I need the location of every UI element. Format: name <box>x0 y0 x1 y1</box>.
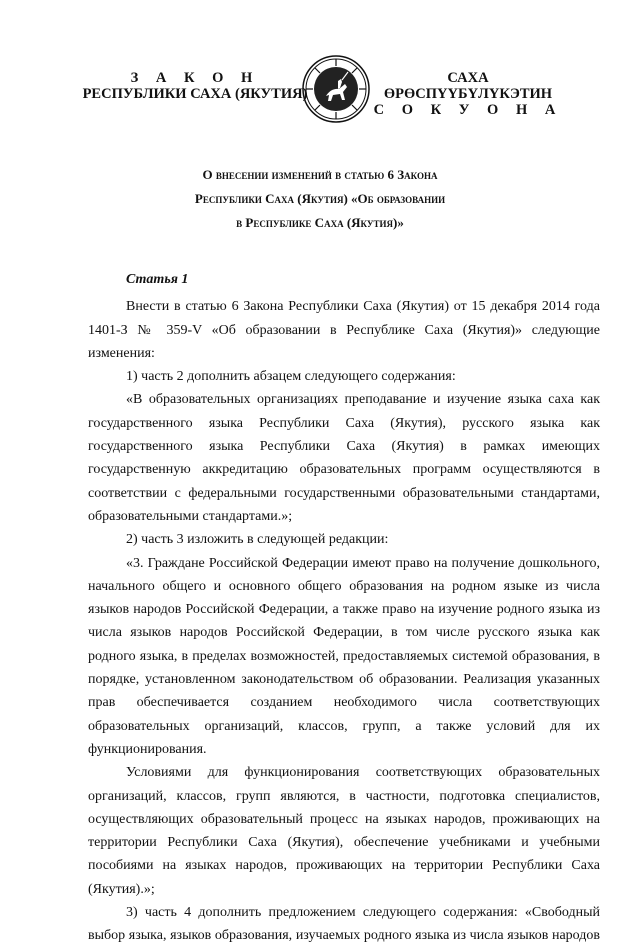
law-title <box>120 163 520 235</box>
header-right-line2: С О К У О Н А <box>373 102 563 118</box>
article-heading: Статья 1 <box>126 272 189 287</box>
paragraph: 1) часть 2 дополнить абзацем следующего содержания: <box>126 369 456 385</box>
header-left-line2: РЕСПУБЛИКИ САХА (ЯКУТИЯ) <box>82 86 308 102</box>
coat-of-arms-emblem-icon <box>301 54 371 124</box>
paragraph: Внести в статью 6 Закона Республики Саха (Якутия) от 15 декабря 2014 года 1401-З № 359-V «Об образовании в Республике Саха (Якутия)» следующие изменения: <box>88 299 600 361</box>
header-left-line1: З А К О Н <box>130 70 260 86</box>
law-title-line1: О внесении изменений в статью 6 Закона <box>202 167 438 182</box>
law-body <box>88 268 600 948</box>
paragraph: «3. Граждане Российской Федерации имеют право на получение дошкольного, начального общего и основного общего образования на родном языке из числа языков народов Российской Федерации, а также право на изучение родного языка из числа языков народов Российской Федерации, в том числе русского языка как родного языка, в пределах возможностей, предоставляемых системой образования, в порядке, установленном законодательством об образовании. Реализация указанных прав обеспечивается созданием необходимого числа соответствующих образовательных организаций, классов, групп, а также условий для их функционирования. <box>88 555 600 757</box>
paragraph: 3) часть 4 дополнить предложением следующего содержания: «Свободный выбор языка, языков образования, изучаемых родного языка из числа языков народов <box>88 905 600 944</box>
paragraph: «В образовательных организациях преподавание и изучение языка саха как государственного языка Республики Саха (Якутия), русского языка как государственного языка Республики Саха (Якутия) в рамках имеющих государственную аккредитацию образовательных программ осуществляются в соответствии с федеральными государственными образовательными стандартами, образовательными стандартами.»; <box>88 392 600 524</box>
law-title-line2: Республики Саха (Якутия) «Об образовании <box>194 191 446 206</box>
paragraph: Условиями для функционирования соответствующих образовательных организаций, классов, групп являются, в частности, подготовка специалистов, осуществляющих образовательный процесс на языках народов, проживающих на территории Республики Саха (Якутия), обеспечение учебниками и учебными пособиями на языках народов, проживающих на территории Республики Саха (Якутия).»; <box>88 765 600 897</box>
law-title-line3: в Республике Саха (Якутия)» <box>236 215 404 230</box>
header-right <box>368 70 568 118</box>
header-left <box>80 70 310 102</box>
paragraph: 2) часть 3 изложить в следующей редакции: <box>126 532 389 548</box>
header-right-line1: САХА ӨРӨСПҮҮБҮЛҮКЭТИН <box>383 70 553 102</box>
